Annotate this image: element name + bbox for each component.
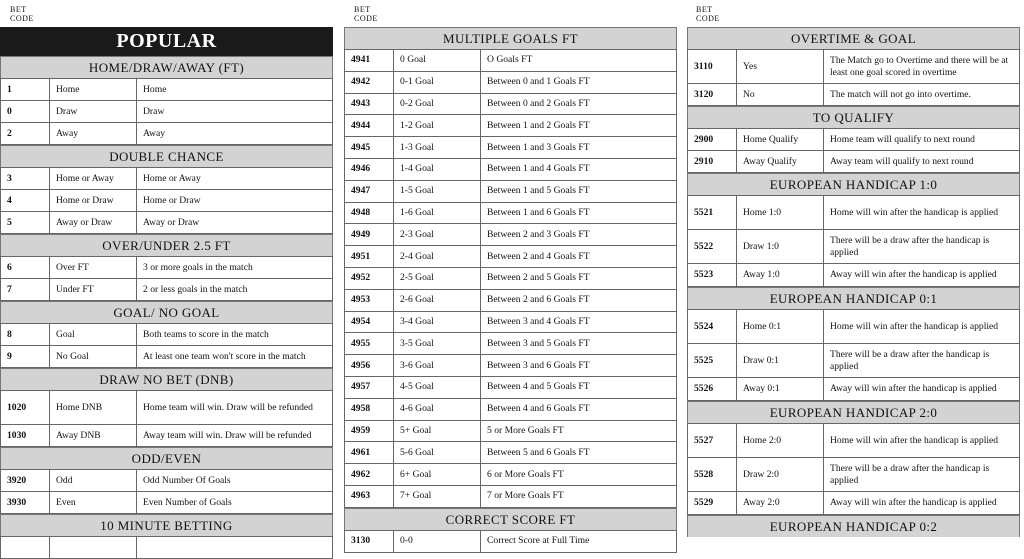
table-row	[345, 246, 677, 268]
bet-table	[344, 530, 677, 553]
selection-cell: 1-3 Goal	[394, 137, 481, 159]
sections-left	[0, 56, 333, 559]
bet-code-cell: 5528	[688, 458, 737, 492]
selection-cell: Under FT	[50, 279, 137, 301]
section-header: OVER/UNDER 2.5 FT	[0, 234, 333, 256]
bet-code-cell: 3120	[688, 84, 737, 106]
description-cell: Away will win after the handicap is applied	[824, 264, 1020, 287]
bet-code-cell: 4959	[345, 420, 394, 442]
selection-cell: Goal	[50, 324, 137, 346]
bet-code-cell	[1, 537, 50, 559]
bet-section	[687, 27, 1020, 106]
selection-cell: Away 2:0	[737, 492, 824, 515]
bet-table	[687, 423, 1020, 515]
bet-section	[0, 447, 333, 514]
bet-table	[687, 128, 1020, 173]
description-cell: There will be a draw after the handicap is applied	[824, 344, 1020, 378]
description-cell: Home team will win. Draw will be refunded	[137, 391, 333, 425]
selection-cell: Even	[50, 492, 137, 514]
table-row	[345, 530, 677, 552]
bet-code-cell: 1	[1, 79, 50, 101]
table-row	[688, 264, 1020, 287]
table-row	[1, 190, 333, 212]
selection-cell: Away DNB	[50, 425, 137, 447]
section-header: DRAW NO BET (DNB)	[0, 368, 333, 390]
selection-cell: 1-6 Goal	[394, 202, 481, 224]
selection-cell: 4-5 Goal	[394, 376, 481, 398]
selection-cell: 4-6 Goal	[394, 398, 481, 420]
table-row	[345, 224, 677, 246]
description-cell: There will be a draw after the handicap is applied	[824, 458, 1020, 492]
description-cell: Home	[137, 79, 333, 101]
table-row	[345, 376, 677, 398]
selection-cell: 2-5 Goal	[394, 267, 481, 289]
description-cell: O Goals FT	[481, 50, 677, 72]
section-header: HOME/DRAW/AWAY (FT)	[0, 56, 333, 78]
description-cell: Away	[137, 123, 333, 145]
bet-code-cell: 3930	[1, 492, 50, 514]
table-row	[688, 151, 1020, 173]
description-cell: Between 1 and 3 Goals FT	[481, 137, 677, 159]
table-row	[345, 398, 677, 420]
description-cell: Home will win after the handicap is applied	[824, 310, 1020, 344]
description-cell: 7 or More Goals FT	[481, 485, 677, 507]
description-cell: Between 4 and 5 Goals FT	[481, 376, 677, 398]
table-row	[345, 180, 677, 202]
bet-code-cell: 4944	[345, 115, 394, 137]
description-cell: 5 or More Goals FT	[481, 420, 677, 442]
bet-code-label-text: BET CODE	[696, 5, 720, 23]
description-cell: Between 2 and 6 Goals FT	[481, 289, 677, 311]
description-cell: 3 or more goals in the match	[137, 257, 333, 279]
description-cell: Between 4 and 6 Goals FT	[481, 398, 677, 420]
selection-cell: 1-4 Goal	[394, 158, 481, 180]
bet-table	[0, 469, 333, 514]
table-row	[1, 346, 333, 368]
table-row	[688, 230, 1020, 264]
section-header: EUROPEAN HANDICAP 2:0	[687, 401, 1020, 423]
table-row	[1, 279, 333, 301]
selection-cell: Draw 0:1	[737, 344, 824, 378]
table-row	[345, 355, 677, 377]
bet-section	[687, 287, 1020, 401]
column-middle	[344, 0, 677, 553]
bet-code-cell: 0	[1, 101, 50, 123]
selection-cell: 6+ Goal	[394, 464, 481, 486]
selection-cell: 0-2 Goal	[394, 93, 481, 115]
bet-code-label	[687, 0, 1020, 27]
selection-cell: 5+ Goal	[394, 420, 481, 442]
section-header: TO QUALIFY	[687, 106, 1020, 128]
selection-cell: Over FT	[50, 257, 137, 279]
description-cell: Home team will qualify to next round	[824, 129, 1020, 151]
table-row	[1, 257, 333, 279]
description-cell: Even Number of Goals	[137, 492, 333, 514]
description-cell: Between 2 and 4 Goals FT	[481, 246, 677, 268]
bet-code-cell: 1020	[1, 391, 50, 425]
description-cell: Home will win after the handicap is applied	[824, 196, 1020, 230]
selection-cell: Draw	[50, 101, 137, 123]
bet-code-cell: 3130	[345, 530, 394, 552]
selection-cell: Home or Draw	[50, 190, 137, 212]
description-cell: Between 1 and 4 Goals FT	[481, 158, 677, 180]
selection-cell: 7+ Goal	[394, 485, 481, 507]
bet-table	[0, 323, 333, 368]
selection-cell: Home 0:1	[737, 310, 824, 344]
description-cell: Home or Away	[137, 168, 333, 190]
bet-code-label	[0, 0, 333, 27]
description-cell: Odd Number Of Goals	[137, 470, 333, 492]
description-cell: At least one team won't score in the match	[137, 346, 333, 368]
table-row	[345, 202, 677, 224]
bet-section	[687, 173, 1020, 287]
bet-section	[0, 514, 333, 559]
bet-table	[0, 167, 333, 234]
description-cell: Away or Draw	[137, 212, 333, 234]
selection-cell: Home Qualify	[737, 129, 824, 151]
section-header: CORRECT SCORE FT	[344, 508, 677, 530]
bet-code-cell: 5529	[688, 492, 737, 515]
table-row	[688, 378, 1020, 401]
bet-section	[344, 27, 677, 508]
bet-code-cell: 2	[1, 123, 50, 145]
table-row	[1, 79, 333, 101]
bet-code-cell: 9	[1, 346, 50, 368]
sections-middle	[344, 27, 677, 553]
selection-cell: Away Qualify	[737, 151, 824, 173]
section-header: EUROPEAN HANDICAP 0:2	[687, 515, 1020, 537]
description-cell: Between 3 and 4 Goals FT	[481, 311, 677, 333]
bet-code-cell: 3920	[1, 470, 50, 492]
bet-table	[0, 256, 333, 301]
table-row	[1, 101, 333, 123]
section-header: GOAL/ NO GOAL	[0, 301, 333, 323]
bet-code-cell: 4947	[345, 180, 394, 202]
description-cell: Between 1 and 2 Goals FT	[481, 115, 677, 137]
selection-cell: Away or Draw	[50, 212, 137, 234]
bet-code-cell: 5524	[688, 310, 737, 344]
table-row	[345, 442, 677, 464]
description-cell: The Match go to Overtime and there will be at least one goal scored in overtime	[824, 50, 1020, 84]
bet-code-cell: 4963	[345, 485, 394, 507]
popular-title: POPULAR	[0, 27, 333, 56]
selection-cell: Odd	[50, 470, 137, 492]
bet-section	[344, 508, 677, 553]
section-header: OVERTIME & GOAL	[687, 27, 1020, 49]
bet-section	[0, 368, 333, 447]
bet-table	[0, 390, 333, 447]
bet-table	[687, 49, 1020, 106]
column-left	[0, 0, 333, 559]
bet-code-label	[344, 0, 677, 27]
description-cell: Between 1 and 6 Goals FT	[481, 202, 677, 224]
bet-code-cell: 4954	[345, 311, 394, 333]
bet-section	[687, 106, 1020, 173]
table-row	[345, 158, 677, 180]
bet-section	[687, 515, 1020, 537]
bet-code-cell: 4948	[345, 202, 394, 224]
table-row	[688, 310, 1020, 344]
selection-cell: Draw 2:0	[737, 458, 824, 492]
bet-code-cell: 4957	[345, 376, 394, 398]
description-cell: Away team will qualify to next round	[824, 151, 1020, 173]
bet-code-cell: 4956	[345, 355, 394, 377]
bet-code-cell: 4943	[345, 93, 394, 115]
bet-code-cell: 4949	[345, 224, 394, 246]
selection-cell: 0 Goal	[394, 50, 481, 72]
column-right	[687, 0, 1020, 537]
table-row	[345, 137, 677, 159]
selection-cell: 3-6 Goal	[394, 355, 481, 377]
section-header: MULTIPLE GOALS FT	[344, 27, 677, 49]
bet-code-cell: 4955	[345, 333, 394, 355]
table-row	[688, 196, 1020, 230]
selection-cell: Away 0:1	[737, 378, 824, 401]
bet-code-cell: 3110	[688, 50, 737, 84]
bet-code-cell: 4958	[345, 398, 394, 420]
bet-code-cell: 6	[1, 257, 50, 279]
description-cell: Between 0 and 1 Goals FT	[481, 71, 677, 93]
selection-cell: 2-4 Goal	[394, 246, 481, 268]
selection-cell	[50, 537, 137, 559]
table-row	[688, 129, 1020, 151]
bet-section	[0, 56, 333, 145]
table-row	[345, 50, 677, 72]
bet-code-cell: 5	[1, 212, 50, 234]
selection-cell: 2-6 Goal	[394, 289, 481, 311]
selection-cell: No	[737, 84, 824, 106]
selection-cell: 2-3 Goal	[394, 224, 481, 246]
description-cell: Away will win after the handicap is applied	[824, 492, 1020, 515]
bet-code-cell: 5522	[688, 230, 737, 264]
description-cell: Between 0 and 2 Goals FT	[481, 93, 677, 115]
bet-code-cell: 2900	[688, 129, 737, 151]
description-cell: Between 2 and 5 Goals FT	[481, 267, 677, 289]
sections-right	[687, 27, 1020, 537]
description-cell: Away will win after the handicap is applied	[824, 378, 1020, 401]
bet-code-cell: 5521	[688, 196, 737, 230]
bet-table	[687, 309, 1020, 401]
selection-cell: 3-5 Goal	[394, 333, 481, 355]
table-row	[345, 485, 677, 507]
bet-code-cell: 4	[1, 190, 50, 212]
table-row	[345, 464, 677, 486]
bet-code-cell: 4951	[345, 246, 394, 268]
table-row	[345, 311, 677, 333]
table-row	[688, 344, 1020, 378]
table-row	[688, 492, 1020, 515]
bet-code-label-text: BET CODE	[354, 5, 378, 23]
table-row	[1, 492, 333, 514]
description-cell: Between 5 and 6 Goals FT	[481, 442, 677, 464]
bet-table	[0, 78, 333, 145]
table-row	[345, 267, 677, 289]
table-row	[688, 424, 1020, 458]
bet-code-cell: 5527	[688, 424, 737, 458]
bet-code-cell: 7	[1, 279, 50, 301]
selection-cell: Yes	[737, 50, 824, 84]
bet-table	[0, 536, 333, 559]
bet-code-cell: 2910	[688, 151, 737, 173]
description-cell: There will be a draw after the handicap is applied	[824, 230, 1020, 264]
selection-cell: 0-0	[394, 530, 481, 552]
bet-code-cell: 5526	[688, 378, 737, 401]
description-cell: 2 or less goals in the match	[137, 279, 333, 301]
bet-code-cell: 4941	[345, 50, 394, 72]
bet-code-cell: 5525	[688, 344, 737, 378]
bet-code-cell: 4962	[345, 464, 394, 486]
selection-cell: 0-1 Goal	[394, 71, 481, 93]
selection-cell: Home	[50, 79, 137, 101]
bet-section	[0, 145, 333, 234]
bet-table	[687, 195, 1020, 287]
description-cell: Correct Score at Full Time	[481, 530, 677, 552]
bet-code-cell: 4952	[345, 267, 394, 289]
bet-code-label-text: BET CODE	[10, 5, 34, 23]
description-cell: 6 or More Goals FT	[481, 464, 677, 486]
selection-cell: 3-4 Goal	[394, 311, 481, 333]
bet-code-cell: 4961	[345, 442, 394, 464]
section-header: DOUBLE CHANCE	[0, 145, 333, 167]
selection-cell: Draw 1:0	[737, 230, 824, 264]
bet-section	[0, 234, 333, 301]
description-cell: Home will win after the handicap is applied	[824, 424, 1020, 458]
selection-cell: Home or Away	[50, 168, 137, 190]
bet-section	[687, 401, 1020, 515]
bet-code-cell: 4946	[345, 158, 394, 180]
section-header: ODD/EVEN	[0, 447, 333, 469]
section-header: 10 MINUTE BETTING	[0, 514, 333, 536]
selection-cell: 1-2 Goal	[394, 115, 481, 137]
selection-cell: Home 2:0	[737, 424, 824, 458]
bet-code-cell: 3	[1, 168, 50, 190]
description-cell: Both teams to score in the match	[137, 324, 333, 346]
bet-table	[344, 49, 677, 508]
section-header: EUROPEAN HANDICAP 1:0	[687, 173, 1020, 195]
table-row	[345, 333, 677, 355]
table-row	[1, 168, 333, 190]
table-row	[1, 425, 333, 447]
table-row	[345, 289, 677, 311]
description-cell: Between 1 and 5 Goals FT	[481, 180, 677, 202]
table-row	[1, 123, 333, 145]
selection-cell: 1-5 Goal	[394, 180, 481, 202]
bet-code-cell: 4945	[345, 137, 394, 159]
selection-cell: No Goal	[50, 346, 137, 368]
table-row	[345, 71, 677, 93]
bet-section	[0, 301, 333, 368]
table-row	[1, 324, 333, 346]
table-row	[1, 391, 333, 425]
selection-cell: Home DNB	[50, 391, 137, 425]
description-cell: Between 3 and 5 Goals FT	[481, 333, 677, 355]
bet-code-cell: 1030	[1, 425, 50, 447]
table-row	[688, 458, 1020, 492]
table-row	[1, 470, 333, 492]
description-cell: Away team will win. Draw will be refunded	[137, 425, 333, 447]
section-header: EUROPEAN HANDICAP 0:1	[687, 287, 1020, 309]
table-row	[345, 420, 677, 442]
description-cell: Between 2 and 3 Goals FT	[481, 224, 677, 246]
selection-cell: Away	[50, 123, 137, 145]
description-cell: Between 3 and 6 Goals FT	[481, 355, 677, 377]
description-cell: Draw	[137, 101, 333, 123]
description-cell: Home or Draw	[137, 190, 333, 212]
selection-cell: Away 1:0	[737, 264, 824, 287]
selection-cell: Home 1:0	[737, 196, 824, 230]
bet-code-cell: 4953	[345, 289, 394, 311]
bet-code-cell: 5523	[688, 264, 737, 287]
table-row	[345, 93, 677, 115]
table-row	[1, 537, 333, 559]
table-row	[345, 115, 677, 137]
description-cell	[137, 537, 333, 559]
table-row	[688, 50, 1020, 84]
table-row	[688, 84, 1020, 106]
bet-code-cell: 4942	[345, 71, 394, 93]
selection-cell: 5-6 Goal	[394, 442, 481, 464]
table-row	[1, 212, 333, 234]
description-cell: The match will not go into overtime.	[824, 84, 1020, 106]
bet-code-cell: 8	[1, 324, 50, 346]
